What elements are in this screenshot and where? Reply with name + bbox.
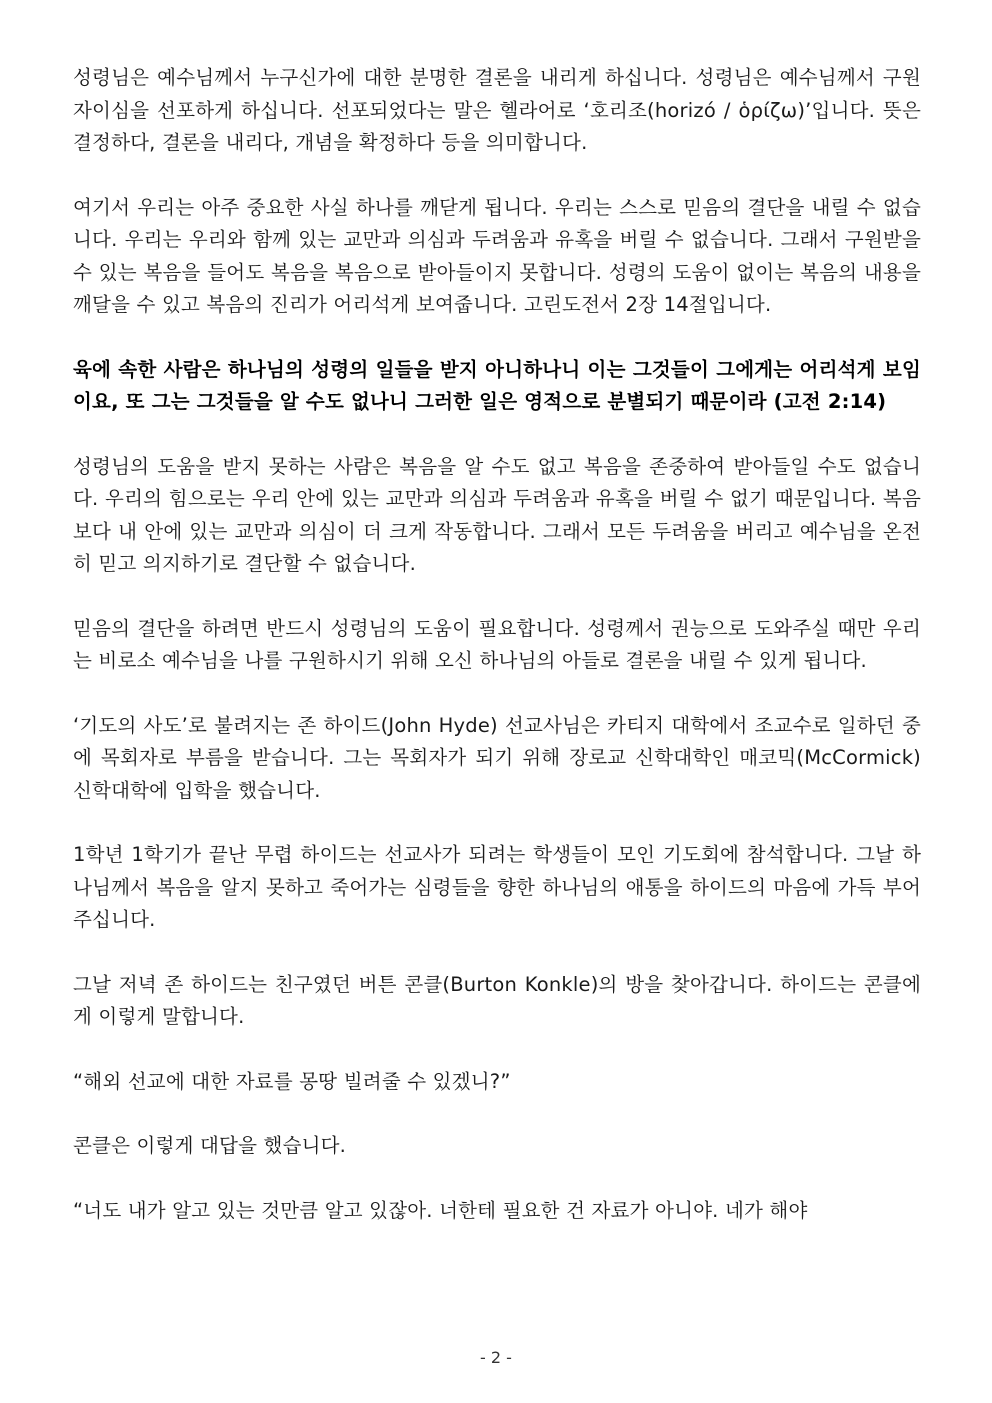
page-number: - 2 -: [480, 1348, 512, 1367]
paragraph: 여기서 우리는 아주 중요한 사실 하나를 깨닫게 됩니다. 우리는 스스로 믿음의 결단을 내릴 수 없습니다. 우리는 우리와 함께 있는 교만과 의심과 두려움과 유혹을 버릴 수 없습니다. 그래서 구원받을 수 있는 복음을 들어도 복음을 복음으로 받아들이지 못합니다. 성령의 도움이 없이는 복음의 내용을 깨달을 수 있고 복음의 진리가 어리석게 보여줍니다. 고린도전서 2장 14절입니다.: [73, 195, 921, 316]
paragraph: 성령님은 예수님께서 누구신가에 대한 분명한 결론을 내리게 하십니다. 성령님은 예수님께서 구원자이심을 선포하게 하십니다. 선포되었다는 말은 헬라어로 ‘호리조(horizó / ὁρίζω)’입니다. 뜻은 결정하다, 결론을 내리다, 개념을 확정하다 등을 의미합니다.: [73, 66, 921, 154]
paragraph: 그날 저녁 존 하이드는 친구였던 버튼 콘클(Burton Konkle)의 방을 찾아갑니다. 하이드는 콘클에게 이렇게 말합니다.: [73, 972, 921, 1028]
paragraph: 콘클은 이렇게 대답을 했습니다.: [73, 1134, 347, 1157]
scripture-quote: 육에 속한 사람은 하나님의 성령의 일들을 받지 아니하나니 이는 그것들이 그에게는 어리석게 보임이요, 또 그는 그것들을 알 수도 없나니 그러한 일은 영적으로 분별되기 때문이라 (고전 2:14): [73, 357, 921, 413]
paragraph: ‘기도의 사도’로 불려지는 존 하이드(John Hyde) 선교사님은 카티지 대학에서 조교수로 일하던 중에 목회자로 부름을 받습니다. 그는 목회자가 되기 위해 장로교 신학대학인 매코믹(McCormick) 신학대학에 입학을 했습니다.: [73, 713, 921, 802]
dialogue-line: “너도 내가 알고 있는 것만큼 알고 있잖아. 너한테 필요한 건 자료가 아니야. 네가 해야: [73, 1198, 808, 1222]
dialogue-line: “해외 선교에 대한 자료를 몽땅 빌려줄 수 있겠니?”: [73, 1069, 511, 1093]
paragraph: 1학년 1학기가 끝난 무렵 하이드는 선교사가 되려는 학생들이 모인 기도회에 참석합니다. 그날 하나님께서 복음을 알지 못하고 죽어가는 심령들을 향한 하나님의 애통을 하이드의 마음에 가득 부어주십니다.: [73, 843, 921, 931]
document-body: [73, 62, 921, 1259]
paragraph: 믿음의 결단을 하려면 반드시 성령님의 도움이 필요합니다. 성령께서 권능으로 도와주실 때만 우리는 비로소 예수님을 나를 구원하시기 위해 오신 하나님의 아들로 결론을 내릴 수 있게 됩니다.: [73, 616, 921, 672]
paragraph: 성령님의 도움을 받지 못하는 사람은 복음을 알 수도 없고 복음을 존중하여 받아들일 수도 없습니다. 우리의 힘으로는 우리 안에 있는 교만과 의심과 두려움과 유혹을 버릴 수 없기 때문입니다. 복음보다 내 안에 있는 교만과 의심이 더 크게 작동합니다. 그래서 모든 두려움을 버리고 예수님을 온전히 믿고 의지하기로 결단할 수 없습니다.: [73, 454, 921, 575]
